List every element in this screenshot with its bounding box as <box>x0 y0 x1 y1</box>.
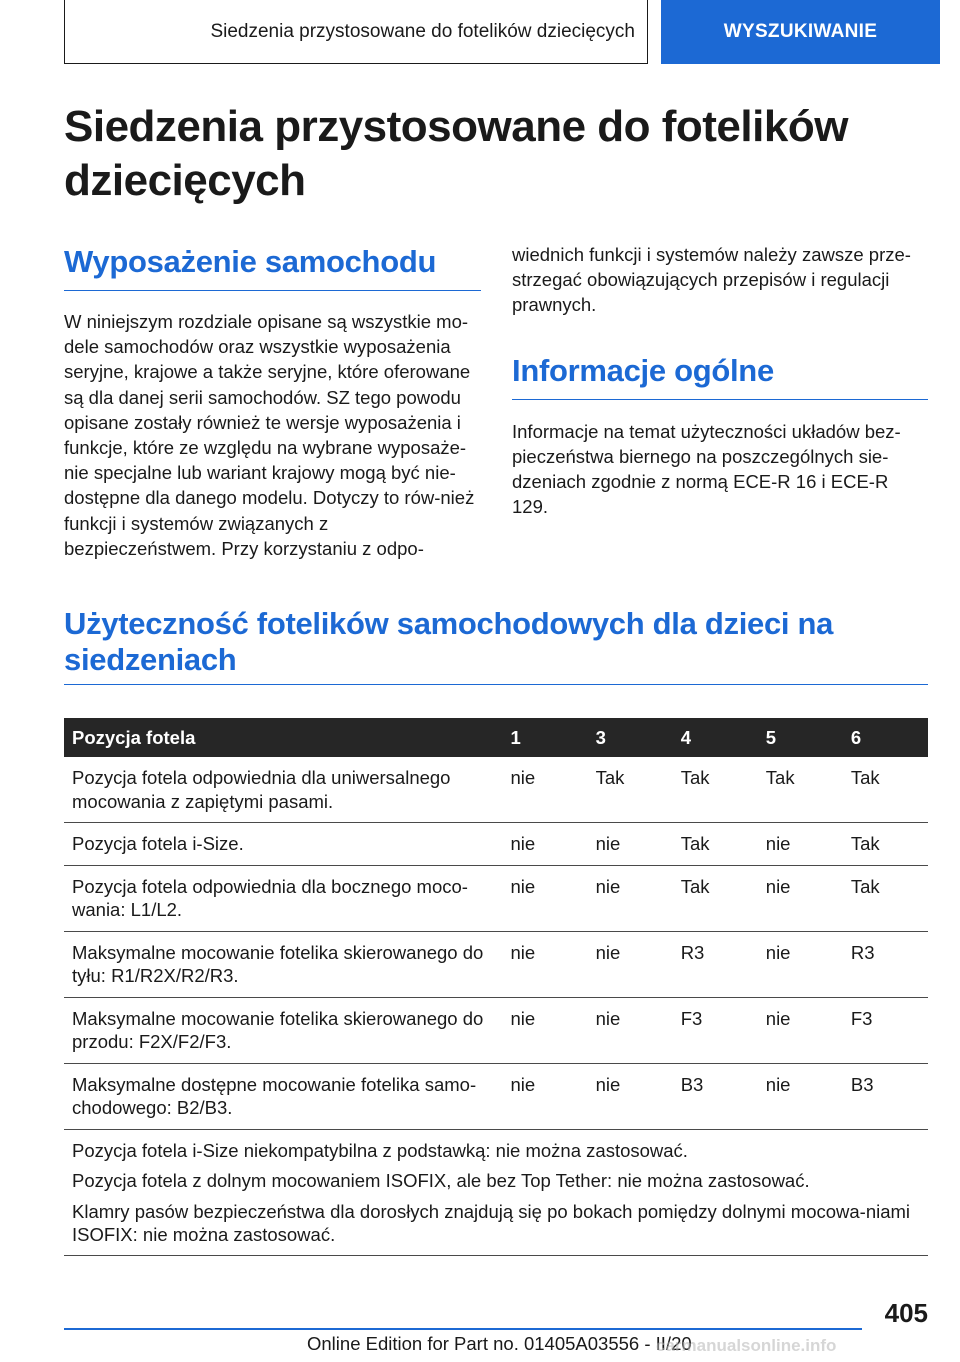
table-cell: nie <box>503 757 588 823</box>
section-heading-equipment: Wyposażenie samochodu <box>64 242 481 291</box>
table-cell: Tak <box>843 823 928 866</box>
table-cell: nie <box>758 865 843 931</box>
equipment-text: W niniejszym rozdziale opisane są wszystkie mo-dele samochodów oraz wszystkie wyposażenia seryjne, krajowe a także seryjne, które oferowane są dla danej serii samochodów. SZ tego powodu opisane zostały również te wersje wyposażenia i funkcje, które ze względu na wybrane wyposaże-nie specjalne lub wariant krajowy mogą być nie-dostępne dla danego modelu. Dotyczy to rów-nież funkcji i systemów związanych z bezpieczeństwem. Przy korzystaniu z odpo- <box>64 311 475 559</box>
table-row <box>64 931 928 997</box>
table-cell: nie <box>758 1063 843 1129</box>
table-cell: nie <box>503 1063 588 1129</box>
table-header-cell: Pozycja fotela <box>64 718 503 757</box>
table-cell: nie <box>588 997 673 1063</box>
table-cell: R3 <box>843 931 928 997</box>
footer-edition: Online Edition for Part no. 01405A03556 - II/20 <box>307 1333 692 1354</box>
table-cell: nie <box>588 823 673 866</box>
table-cell: F3 <box>843 997 928 1063</box>
table-cell: nie <box>503 823 588 866</box>
table-cell: Pozycja fotela i-Size. <box>64 823 503 866</box>
table-cell: Tak <box>588 757 673 823</box>
table-cell: B3 <box>673 1063 758 1129</box>
table-row <box>64 865 928 931</box>
table-notes-row <box>64 1129 928 1255</box>
table-cell: nie <box>503 997 588 1063</box>
table-row <box>64 823 928 866</box>
table-cell: Maksymalne dostępne mocowanie fotelika samo-chodowego: B2/B3. <box>64 1063 503 1129</box>
page-title: Siedzenia przystosowane do fotelików dziecięcych <box>64 102 848 205</box>
section-heading-usability: Użyteczność fotelików samochodowych dla dzieci na siedzeniach <box>64 606 928 685</box>
left-column <box>64 242 481 561</box>
table-cell: Tak <box>673 865 758 931</box>
table-cell: R3 <box>673 931 758 997</box>
table-cell: Tak <box>758 757 843 823</box>
table-cell: nie <box>588 865 673 931</box>
table-cell: Tak <box>843 757 928 823</box>
table-cell: nie <box>503 865 588 931</box>
table-header-cell: 5 <box>758 718 843 757</box>
table-header-cell: 1 <box>503 718 588 757</box>
section-heading-general: Informacje ogólne <box>512 351 928 400</box>
table-cell: Tak <box>843 865 928 931</box>
general-text: Informacje na temat użyteczności układów bez-pieczeństwa biernego na poszczególnych sie-dzeniach zgodnie z normą ECE-R 16 i ECE-R 129. <box>512 420 901 518</box>
header-title-box <box>64 0 648 64</box>
table-note: Klamry pasów bezpieczeństwa dla dorosłych znajdują się po bokach pomiędzy dolnymi mocowa-niami ISOFIX: nie można zastosować. <box>72 1200 911 1245</box>
table-cell: Pozycja fotela odpowiednia dla bocznego moco-wania: L1/L2. <box>64 865 503 931</box>
table-cell: Maksymalne mocowanie fotelika skierowanego do przodu: F2X/F2/F3. <box>64 997 503 1063</box>
table-note: Pozycja fotela z dolnym mocowaniem ISOFIX, ale bez Top Tether: nie można zastosować. <box>72 1170 810 1191</box>
table-cell: Tak <box>673 757 758 823</box>
search-button[interactable]: WYSZUKIWANIE <box>661 0 940 64</box>
table-cell: Pozycja fotela odpowiednia dla uniwersalnego mocowania z zapiętymi pasami. <box>64 757 503 823</box>
table-header-cell: 4 <box>673 718 758 757</box>
table-cell: Tak <box>673 823 758 866</box>
table-header-cell: 6 <box>843 718 928 757</box>
table-cell: nie <box>758 997 843 1063</box>
header-title: Siedzenia przystosowane do fotelików dziecięcych <box>210 20 635 42</box>
equipment-text-continued: wiednich funkcji i systemów należy zawsze prze-strzegać obowiązujących przepisów i regulacji prawnych. <box>512 244 911 316</box>
table-cell: B3 <box>843 1063 928 1129</box>
table-row <box>64 1063 928 1129</box>
table-cell: nie <box>758 823 843 866</box>
page-number: 405 <box>884 1298 928 1328</box>
table-notes <box>64 1129 928 1255</box>
right-column <box>512 242 928 519</box>
table-cell: nie <box>758 931 843 997</box>
table-cell: nie <box>588 1063 673 1129</box>
table-cell: F3 <box>673 997 758 1063</box>
table-cell: nie <box>588 931 673 997</box>
table-row <box>64 757 928 823</box>
table-cell: Maksymalne mocowanie fotelika skierowanego do tyłu: R1/R2X/R2/R3. <box>64 931 503 997</box>
table-note: Pozycja fotela i-Size niekompatybilna z podstawką: nie można zastosować. <box>72 1139 688 1161</box>
table-header-row <box>64 718 928 757</box>
table-row <box>64 997 928 1063</box>
seat-usability-table <box>64 718 928 1256</box>
footer-divider <box>64 1328 862 1330</box>
table-cell: nie <box>503 931 588 997</box>
watermark: carmanualsonline.info <box>656 1336 837 1355</box>
table-header-cell: 3 <box>588 718 673 757</box>
